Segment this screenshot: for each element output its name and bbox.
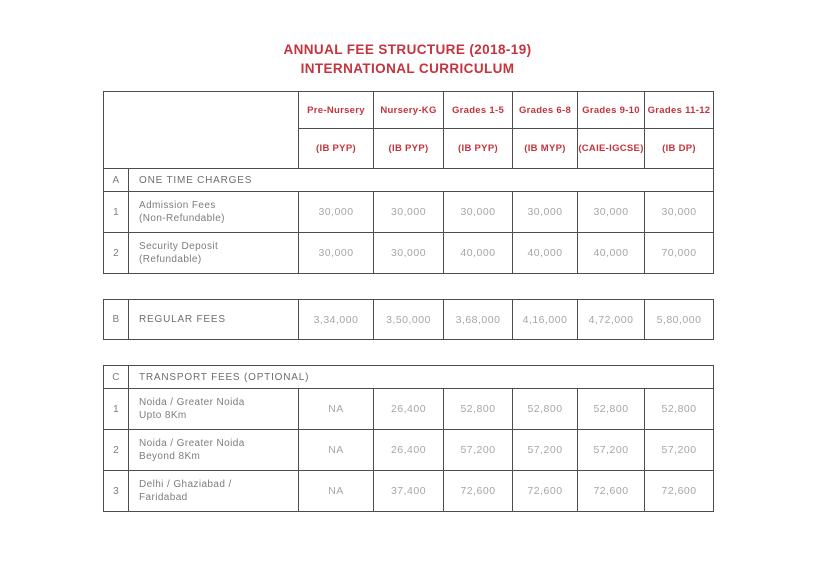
section-heading: ONE TIME CHARGES (129, 169, 714, 192)
row-label (129, 471, 299, 512)
fee-value: 3,50,000 (374, 300, 444, 340)
row-label (129, 430, 299, 471)
row-number: 1 (104, 389, 129, 430)
section-letter: A (104, 169, 129, 192)
row-number: 3 (104, 471, 129, 512)
transport-fees-table (103, 365, 714, 512)
row-label-line2: Upto 8Km (139, 410, 187, 421)
fee-value: 30,000 (374, 233, 444, 274)
fee-value: 72,600 (578, 471, 645, 512)
fee-tables (103, 91, 715, 512)
fee-value: 40,000 (444, 233, 513, 274)
row-label-line1: Delhi / Ghaziabad / (139, 479, 232, 490)
fee-value: 26,400 (374, 430, 444, 471)
column-header-grade: Nursery-KG (374, 92, 444, 129)
page-title (0, 40, 815, 78)
fee-value: 52,800 (513, 389, 578, 430)
section-heading: TRANSPORT FEES (OPTIONAL) (129, 366, 714, 389)
row-label-line1: Admission Fees (139, 200, 216, 211)
column-header-grade: Grades 6-8 (513, 92, 578, 129)
fee-value: 30,000 (513, 192, 578, 233)
fee-value: 72,600 (645, 471, 714, 512)
header-corner-cell (104, 92, 299, 169)
fee-value: 37,400 (374, 471, 444, 512)
row-label-line1: Noida / Greater Noida (139, 438, 245, 449)
page-title-line2: INTERNATIONAL CURRICULUM (300, 61, 515, 76)
fee-value: 57,200 (645, 430, 714, 471)
row-number: 2 (104, 233, 129, 274)
row-number: 2 (104, 430, 129, 471)
fee-value: 57,200 (444, 430, 513, 471)
fee-value: 57,200 (513, 430, 578, 471)
fee-value: 40,000 (513, 233, 578, 274)
row-label (129, 389, 299, 430)
column-header-grade: Grades 9-10 (578, 92, 645, 129)
fee-value: 30,000 (299, 192, 374, 233)
column-header-grade: Pre-Nursery (299, 92, 374, 129)
fee-value: 72,600 (513, 471, 578, 512)
one-time-charges-table (103, 91, 714, 274)
table-row (104, 430, 714, 471)
regular-fees-table (103, 299, 714, 340)
fee-value: NA (299, 430, 374, 471)
row-label-line2: (Refundable) (139, 254, 202, 265)
fee-value: 30,000 (374, 192, 444, 233)
row-label-line2: (Non-Refundable) (139, 213, 225, 224)
section-letter: C (104, 366, 129, 389)
row-label-line1: Noida / Greater Noida (139, 397, 245, 408)
row-label (129, 233, 299, 274)
fee-value: 30,000 (645, 192, 714, 233)
row-label (129, 192, 299, 233)
fee-value: NA (299, 389, 374, 430)
row-label-line2: Faridabad (139, 492, 188, 503)
table-row (104, 389, 714, 430)
row-number: 1 (104, 192, 129, 233)
fee-value: 26,400 (374, 389, 444, 430)
table-row (104, 300, 714, 340)
column-header-curriculum: (IB MYP) (513, 129, 578, 169)
column-header-curriculum: (IB PYP) (374, 129, 444, 169)
column-header-curriculum: (CAIE-IGCSE) (578, 129, 645, 169)
fee-value: 52,800 (578, 389, 645, 430)
fee-value: 5,80,000 (645, 300, 714, 340)
fee-value: 70,000 (645, 233, 714, 274)
fee-value: 3,34,000 (299, 300, 374, 340)
row-label-line2: Beyond 8Km (139, 451, 201, 462)
fee-value: 57,200 (578, 430, 645, 471)
column-header-grade: Grades 1-5 (444, 92, 513, 129)
fee-value: 3,68,000 (444, 300, 513, 340)
fee-value: 30,000 (578, 192, 645, 233)
table-row (104, 233, 714, 274)
fee-value: 52,800 (645, 389, 714, 430)
fee-value: 30,000 (299, 233, 374, 274)
fee-value: 72,600 (444, 471, 513, 512)
column-header-curriculum: (IB PYP) (299, 129, 374, 169)
fee-value: 40,000 (578, 233, 645, 274)
table-row (104, 192, 714, 233)
fee-value: 4,72,000 (578, 300, 645, 340)
fee-value: 4,16,000 (513, 300, 578, 340)
fee-value: 30,000 (444, 192, 513, 233)
page-title-line1: ANNUAL FEE STRUCTURE (2018-19) (283, 42, 532, 57)
fee-value: NA (299, 471, 374, 512)
column-header-grade: Grades 11-12 (645, 92, 714, 129)
row-label-line1: Security Deposit (139, 241, 219, 252)
table-row (104, 471, 714, 512)
section-heading: REGULAR FEES (129, 300, 299, 340)
section-letter: B (104, 300, 129, 340)
fee-value: 52,800 (444, 389, 513, 430)
column-header-curriculum: (IB DP) (645, 129, 714, 169)
column-header-curriculum: (IB PYP) (444, 129, 513, 169)
